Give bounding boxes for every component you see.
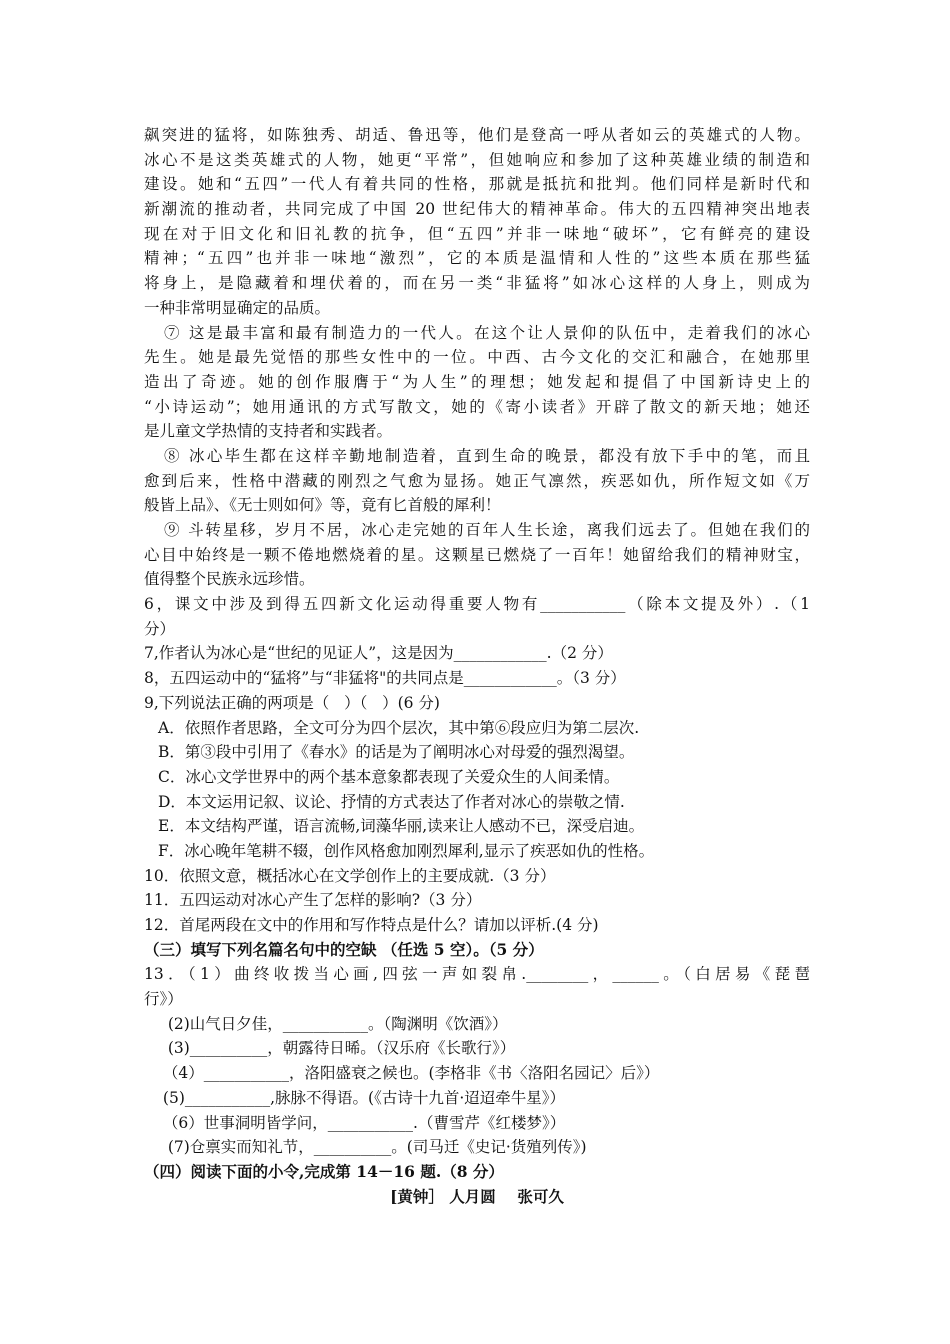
passage-line: 愈到后来，性格中潜藏的刚烈之气愈为显扬。她正气凛然，疾恶如仇，所作短文如《万 — [144, 471, 810, 490]
passage-line: 心目中始终是一颗不倦地燃烧着的星。这颗星已燃烧了一百年！她留给我们的精神财宝， — [144, 545, 810, 564]
question-line: 分） — [144, 619, 176, 638]
passage-line: ⑨ 斗转星移，岁月不居，冰心走完她的百年人生长途，离我们远去了。但她在我们的 — [164, 521, 810, 539]
question-line: B．第③段中引用了《春水》的话是为了阐明冰心对母爱的强烈渴望。 — [158, 743, 635, 762]
passage-line: 精神；“五四”也并非一味地“激烈”，它的本质是温情和人性的”这些本质在那些猛 — [144, 249, 810, 268]
question-line: C．冰心文学世界中的两个基本意象都表现了关爱众生的人间柔情。 — [158, 767, 620, 786]
passage-line: “小诗运动”；她用通讯的方式写散文，她的《寄小读者》开辟了散文的新天地；她还 — [144, 397, 810, 416]
question-line: A．依照作者思路，全文可分为四个层次，其中第⑥段应归为第二层次. — [158, 718, 640, 737]
document-content — [144, 123, 810, 1209]
fill-in-blank-list — [144, 962, 810, 1160]
section-3-header: （三）填写下列名篇名句中的空缺 （任选 5 空）。（5 分） — [144, 939, 544, 959]
question-line: 6，课文中涉及到得五四新文化运动得重要人物有___________（除本文提及外）.（1 — [144, 595, 810, 614]
passage-line: 冰心不是这类英雄式的人物，她更“平常”，但她响应和参加了这种英雄业绩的制造和 — [144, 150, 810, 169]
question-line: 9,下列说法正确的两项是（ ）（ ）(6 分) — [144, 693, 440, 712]
fill-blank-line: （4）___________，洛阳盛衰之候也。(李格非《书〈洛阳名园记〉后》） — [158, 1064, 660, 1083]
question-list — [144, 592, 810, 938]
question-line: E．本文结构严谨，语言流畅,词藻华丽,读来让人感动不已，深受启迪。 — [158, 817, 645, 836]
passage-line: 是儿童文学热情的支持者和实践者。 — [144, 422, 393, 441]
question-line: 11．五四运动对冰心产生了怎样的影响?（3 分） — [144, 891, 482, 910]
poem-title: [黄钟］ 人月圆 张可久 — [390, 1186, 564, 1206]
passage-line: 造出了奇迹。她的创作服膺于“为人生”的理想；她发起和提倡了中国新诗史上的 — [144, 372, 810, 391]
fill-blank-line: (3)__________，朝露待日晞。（汉乐府《长歌行》） — [158, 1039, 516, 1058]
passage-line: 先生。她是最先觉悟的那些女性中的一位。中西、古今文化的交汇和融合，在她那里 — [144, 348, 810, 367]
passage-line: 建设。她和“五四”一代人有着共同的性格，那就是抵抗和批判。他们同样是新时代和 — [144, 175, 810, 194]
passage-line: 般皆上品》、《无士则如何》等，竟有匕首般的犀利！ — [144, 496, 501, 515]
fill-blank-line: (2)山气日夕佳，___________。（陶渊明《饮酒》） — [158, 1014, 508, 1033]
section-4-header: （四）阅读下面的小令,完成第 14－16 题.（8 分） — [144, 1161, 504, 1181]
fill-blank-line: 行》） — [144, 990, 183, 1009]
passage-body — [144, 123, 810, 592]
fill-blank-line: 13．（1）曲终收拨当心画,四弦一声如裂帛.________，______。（白居易《琵琶 — [144, 965, 810, 984]
question-line: 7,作者认为冰心是“世纪的见证人”，这是因为____________.（2 分） — [144, 644, 613, 663]
passage-line: 一种非常明显确定的品质。 — [144, 298, 331, 317]
fill-blank-line: (5)___________,脉脉不得语。(《古诗十九首·迢迢牵牛星》） — [158, 1088, 566, 1107]
question-line: 10．依照文意，概括冰心在文学创作上的主要成就.（3 分） — [144, 866, 556, 885]
fill-blank-line: (7)仓禀实而知礼节，__________。(司马迁《史记·货殖列传》) — [158, 1138, 587, 1157]
passage-line: 值得整个民族永远珍惜。 — [144, 570, 315, 589]
passage-line: 将身上，是隐藏着和埋伏着的，而在另一类“非猛将”如冰心这样的人身上，则成为 — [144, 274, 810, 293]
fill-blank-line: （6）世事洞明皆学问，___________.（曹雪芹《红楼梦》） — [158, 1113, 566, 1132]
passage-line: 飙突进的猛将，如陈独秀、胡适、鲁迅等，他们是登高一呼从者如云的英雄式的人物。 — [144, 126, 810, 144]
question-line: D．本文运用记叙、议论、抒情的方式表达了作者对冰心的崇敬之情. — [158, 792, 625, 811]
passage-line: ⑦ 这是最丰富和最有制造力的一代人。在这个让人景仰的队伍中，走着我们的冰心 — [164, 323, 810, 342]
passage-line: 现在对于旧文化和旧礼教的抗争，但“五四”并非一味地“破坏”，它有鲜亮的建设 — [144, 224, 810, 243]
passage-line: 新潮流的推动者，共同完成了中国 20 世纪伟大的精神革命。伟大的五四精神突出地表 — [144, 200, 810, 219]
passage-line: ⑧ 冰心毕生都在这样辛勤地制造着，直到生命的晚景，都没有放下手中的笔，而且 — [164, 446, 810, 465]
question-line: 8，五四运动中的“猛将”与“非猛将"的共同点是____________。（3 分） — [144, 669, 626, 688]
question-line: F．冰心晚年笔耕不辍，创作风格愈加刚烈犀利,显示了疾恶如仇的性格。 — [158, 841, 655, 860]
question-line: 12．首尾两段在文中的作用和写作特点是什么？请加以评析.(4 分) — [144, 916, 599, 934]
